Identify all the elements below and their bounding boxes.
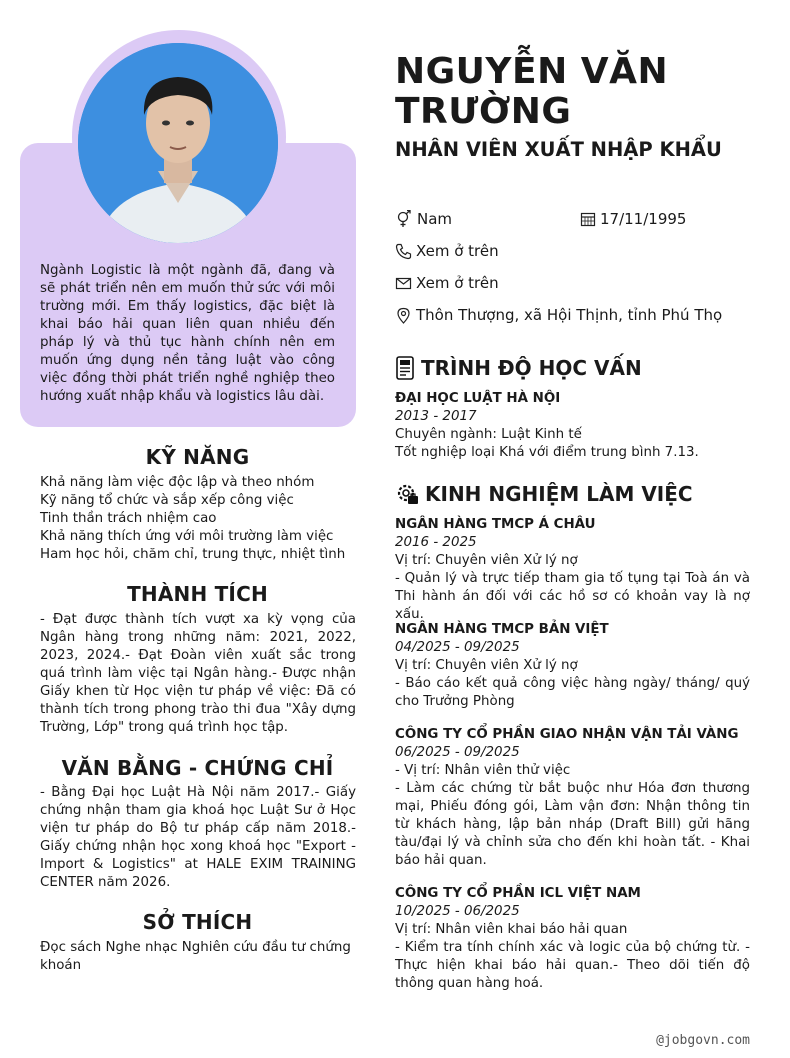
email-row	[395, 274, 499, 292]
education-period: 2013 - 2017	[395, 409, 477, 424]
skill-item: Kỹ năng tổ chức và sắp xếp công việc	[40, 493, 294, 508]
experience-entry	[395, 885, 750, 993]
education-title-text: TRÌNH ĐỘ HỌC VẤN	[421, 356, 642, 380]
birthday-row	[580, 210, 686, 228]
skills-title: KỸ NĂNG	[145, 445, 250, 469]
job-title: NHÂN VIÊN XUẤT NHẬP KHẨU	[395, 138, 722, 161]
phone-row	[395, 242, 499, 260]
diploma-icon	[395, 356, 415, 380]
skills-list	[40, 474, 356, 564]
gender-icon	[395, 210, 413, 228]
education-major: Chuyên ngành: Luật Kinh tế	[395, 427, 582, 442]
company-name: CÔNG TY CỔ PHẦN GIAO NHẬN VẬN TẢI VÀNG	[395, 727, 739, 742]
job-description: - Kiểm tra tính chính xác và logic của bộ chứng từ. - Thực hiện khai báo hải quan.- Theo dõi tiến độ thông quan hàng hoá.	[395, 940, 750, 991]
achievements-text: - Đạt được thành tích vượt xa kỳ vọng của Ngân hàng trong những năm: 2021, 2022, 2023, 2024.- Đạt Đoàn viên xuất sắc trong quá trình làm việc tại Ngân hàng.- Được nhận Giấy khen từ Học viện tư pháp về việc: Đã có thành tích trong phong trào thi đua "Xây dựng Trường, Lớp" trong quá trình học tập.	[40, 612, 356, 735]
job-period: 2016 - 2025	[395, 535, 477, 550]
job-description: - Quản lý và trực tiếp tham gia tố tụng tại Toà án và Thi hành án đối với các hồ sơ có khoản vay là nợ xấu.	[395, 571, 750, 622]
company-name: NGÂN HÀNG TMCP BẢN VIỆT	[395, 622, 609, 637]
experience-entry	[395, 726, 750, 870]
birthday-value: 17/11/1995	[600, 210, 687, 228]
watermark-credit: @jobgovn.com	[656, 1033, 750, 1048]
skill-item: Khả năng làm việc độc lập và theo nhóm	[40, 475, 315, 490]
phone-value: Xem ở trên	[416, 242, 499, 260]
achievements-title: THÀNH TÍCH	[127, 582, 268, 606]
job-period: 04/2025 - 09/2025	[395, 640, 520, 655]
job-position: - Vị trí: Nhân viên thử việc	[395, 763, 571, 778]
experience-title-text: KINH NGHIỆM LÀM VIỆC	[425, 482, 693, 506]
gender-value: Nam	[417, 210, 453, 228]
job-position: Vị trí: Chuyên viên Xử lý nợ	[395, 658, 578, 673]
experience-entry	[395, 516, 750, 624]
education-title	[395, 356, 642, 380]
company-name: CÔNG TY CỔ PHẦN ICL VIỆT NAM	[395, 886, 641, 901]
school-name: ĐẠI HỌC LUẬT HÀ NỘI	[395, 391, 561, 406]
job-position: Vị trí: Nhân viên khai báo hải quan	[395, 922, 628, 937]
career-summary: Ngành Logistic là một ngành đã, đang và sẽ phát triển nên em muốn thử sức với môi trường mới. Em thấy logistics, đặc biệt là khai báo hải quan liên quan nhiều đến pháp lý và thủ tục hành chính nên em muốn ứng dụng nền tảng luật vào công việc đồng thời phát triển nghề nghiệp theo hướng xuất nhập khẩu và logistics lâu dài.	[40, 263, 335, 404]
job-description: - Báo cáo kết quả công việc hàng ngày/ tháng/ quý cho Trưởng Phòng	[395, 676, 750, 709]
certificates-title: VĂN BẰNG - CHỨNG CHỈ	[61, 756, 334, 780]
skill-item: Khả năng thích ứng với môi trường làm việc	[40, 529, 334, 544]
email-icon	[395, 275, 412, 292]
profile-photo	[78, 43, 278, 243]
hobbies-title: SỞ THÍCH	[142, 910, 253, 934]
email-value: Xem ở trên	[416, 274, 499, 292]
certificates-text: - Bằng Đại học Luật Hà Nội năm 2017.- Giấy chứng nhận tham gia khoá học Luật Sư ở Học viện tư pháp do Bộ tư pháp cấp năm 2018.- Giấy chứng nhận học xong khoá học "Export - Import & Logistics" at HALE EXIM TRAINING CENTER năm 2026.	[40, 785, 356, 890]
hobbies-text: Đọc sách Nghe nhạc Nghiên cứu đầu tư chứng khoán	[40, 940, 351, 973]
job-description: - Làm các chứng từ bắt buộc như Hóa đơn thương mại, Phiếu đóng gói, Làm vận đơn: Nhận thông tin từ khách hàng, lập bản nháp (Draft Bill) gửi hãng tàu/đại lý và chỉnh sửa cho đến khi hoàn tất. - Khai báo hải quan.	[395, 781, 750, 868]
job-period: 10/2025 - 06/2025	[395, 904, 520, 919]
address-row	[395, 306, 722, 324]
education-result: Tốt nghiệp loại Khá với điểm trung bình 7.13.	[395, 445, 699, 460]
briefcase-gear-icon	[395, 482, 419, 506]
calendar-icon	[580, 211, 596, 227]
candidate-name: NGUYỄN VĂN TRƯỜNG	[395, 51, 669, 132]
education-entry	[395, 390, 750, 462]
skill-item: Ham học hỏi, chăm chỉ, trung thực, nhiệt tình	[40, 547, 346, 562]
company-name: NGÂN HÀNG TMCP Á CHÂU	[395, 517, 596, 532]
address-value: Thôn Thượng, xã Hội Thịnh, tỉnh Phú Thọ	[416, 306, 723, 324]
experience-entry	[395, 621, 750, 711]
skill-item: Tinh thần trách nhiệm cao	[40, 511, 217, 526]
experience-title	[395, 482, 693, 506]
gender-row	[395, 210, 452, 228]
location-pin-icon	[395, 307, 412, 324]
phone-icon	[395, 243, 412, 260]
job-position: Vị trí: Chuyên viên Xử lý nợ	[395, 553, 578, 568]
job-period: 06/2025 - 09/2025	[395, 745, 520, 760]
